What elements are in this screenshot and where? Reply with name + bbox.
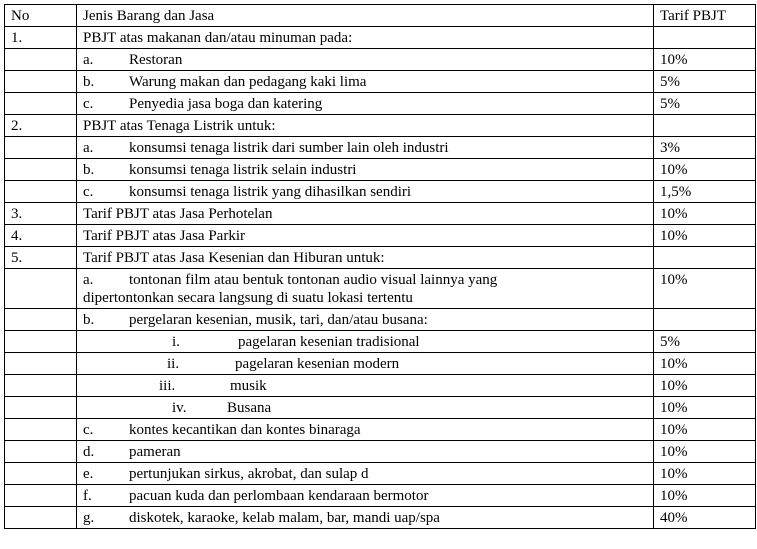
row-tarif: 1,5% (654, 181, 756, 203)
row-tarif: 10% (654, 353, 756, 375)
item-text: konsumsi tenaga listrik selain industri (129, 162, 357, 178)
item-text: pacuan kuda dan perlombaan kendaraan bermotor (129, 488, 429, 504)
item-text: Penyedia jasa boga dan katering (129, 96, 323, 112)
row-no (5, 419, 77, 441)
row-tarif: 10% (654, 159, 756, 181)
row-subitem (77, 375, 654, 397)
row-text: PBJT atas Tenaga Listrik untuk: (77, 115, 654, 137)
subitem-label: i. (172, 334, 180, 350)
row-tarif (654, 309, 756, 331)
table-row (5, 507, 756, 529)
item-label: c. (83, 422, 94, 438)
row-tarif (654, 247, 756, 269)
table-row (5, 203, 756, 225)
item-label: a. (83, 140, 94, 156)
table-row (5, 485, 756, 507)
row-tarif: 3% (654, 137, 756, 159)
item-text: konsumsi tenaga listrik yang dihasilkan sendiri (129, 184, 412, 200)
row-no: 1. (5, 27, 77, 49)
table-row (5, 137, 756, 159)
table-row (5, 71, 756, 93)
subitem-text: pagelaran kesenian modern (235, 356, 400, 372)
item-label: d. (83, 444, 95, 460)
subitem-label: iii. (159, 378, 176, 394)
item-text: tontonan film atau bentuk tontonan audio visual lainnya yang (129, 272, 498, 288)
row-item (77, 49, 654, 71)
table-row (5, 441, 756, 463)
row-no (5, 269, 77, 309)
row-no: 2. (5, 115, 77, 137)
row-no (5, 485, 77, 507)
subitem-text: musik (230, 378, 267, 394)
table-row (5, 419, 756, 441)
row-item (77, 419, 654, 441)
row-tarif: 10% (654, 49, 756, 71)
item-line-1 (83, 271, 647, 289)
row-tarif: 10% (654, 441, 756, 463)
item-text-continued: dipertontonkan secara langsung di suatu lokasi tertentu (83, 290, 413, 306)
row-no (5, 159, 77, 181)
row-no (5, 331, 77, 353)
item-label: a. (83, 272, 94, 288)
row-no (5, 441, 77, 463)
row-text: PBJT atas makanan dan/atau minuman pada: (77, 27, 654, 49)
header-jenis: Jenis Barang dan Jasa (77, 5, 654, 27)
item-label: c. (83, 184, 94, 200)
item-label: c. (83, 96, 94, 112)
row-item (77, 181, 654, 203)
item-label: g. (83, 510, 95, 526)
row-text: Tarif PBJT atas Jasa Kesenian dan Hiburan untuk: (77, 247, 654, 269)
row-no (5, 375, 77, 397)
row-no (5, 353, 77, 375)
row-no (5, 397, 77, 419)
table-row (5, 27, 756, 49)
subitem-text: pagelaran kesenian tradisional (238, 334, 420, 350)
row-item (77, 71, 654, 93)
table-row (5, 49, 756, 71)
row-tarif: 5% (654, 93, 756, 115)
table-row (5, 353, 756, 375)
row-no: 3. (5, 203, 77, 225)
item-text: diskotek, karaoke, kelab malam, bar, mandi uap/spa (129, 510, 440, 526)
row-tarif: 10% (654, 463, 756, 485)
row-no (5, 181, 77, 203)
row-subitem (77, 397, 654, 419)
row-text: Tarif PBJT atas Jasa Parkir (77, 225, 654, 247)
item-label: e. (83, 466, 94, 482)
row-tarif: 10% (654, 269, 756, 309)
row-tarif: 10% (654, 225, 756, 247)
row-item (77, 485, 654, 507)
row-subitem (77, 353, 654, 375)
table-row (5, 375, 756, 397)
item-label: a. (83, 52, 94, 68)
row-item (77, 309, 654, 331)
row-subitem (77, 331, 654, 353)
row-item (77, 137, 654, 159)
row-item (77, 269, 654, 309)
row-tarif (654, 27, 756, 49)
item-label: b. (83, 162, 95, 178)
row-no (5, 463, 77, 485)
item-text: pameran (129, 444, 181, 460)
table-row (5, 463, 756, 485)
table-row (5, 269, 756, 309)
header-no: No (5, 5, 77, 27)
row-tarif: 10% (654, 203, 756, 225)
item-label: f. (83, 488, 92, 504)
row-no (5, 93, 77, 115)
subitem-label: iv. (172, 400, 187, 416)
row-no (5, 137, 77, 159)
row-tarif: 40% (654, 507, 756, 529)
table-row (5, 309, 756, 331)
table-row (5, 247, 756, 269)
row-item (77, 159, 654, 181)
table-row (5, 115, 756, 137)
row-item (77, 507, 654, 529)
row-no: 5. (5, 247, 77, 269)
row-item (77, 93, 654, 115)
row-tarif: 10% (654, 397, 756, 419)
table-row (5, 159, 756, 181)
subitem-text: Busana (227, 400, 272, 416)
row-no (5, 71, 77, 93)
item-text: konsumsi tenaga listrik dari sumber lain oleh industri (129, 140, 449, 156)
row-no (5, 49, 77, 71)
row-item (77, 441, 654, 463)
row-tarif: 5% (654, 331, 756, 353)
row-item (77, 463, 654, 485)
row-no (5, 309, 77, 331)
table-row (5, 93, 756, 115)
row-tarif (654, 115, 756, 137)
table-header-row (5, 5, 756, 27)
subitem-label: ii. (167, 356, 180, 372)
row-tarif: 10% (654, 485, 756, 507)
header-tarif: Tarif PBJT (654, 5, 756, 27)
table-row (5, 181, 756, 203)
row-tarif: 10% (654, 419, 756, 441)
row-no: 4. (5, 225, 77, 247)
table-row (5, 331, 756, 353)
row-tarif: 10% (654, 375, 756, 397)
item-text: pertunjukan sirkus, akrobat, dan sulap d (129, 466, 369, 482)
item-text: pergelaran kesenian, musik, tari, dan/atau busana: (129, 312, 428, 328)
item-text: kontes kecantikan dan kontes binaraga (129, 422, 361, 438)
item-label: b. (83, 74, 95, 90)
table-row (5, 225, 756, 247)
item-text: Restoran (129, 52, 183, 68)
item-text: Warung makan dan pedagang kaki lima (129, 74, 367, 90)
row-text: Tarif PBJT atas Jasa Perhotelan (77, 203, 654, 225)
item-label: b. (83, 312, 95, 328)
row-no (5, 507, 77, 529)
row-tarif: 5% (654, 71, 756, 93)
table-row (5, 397, 756, 419)
tarif-table (4, 4, 756, 529)
